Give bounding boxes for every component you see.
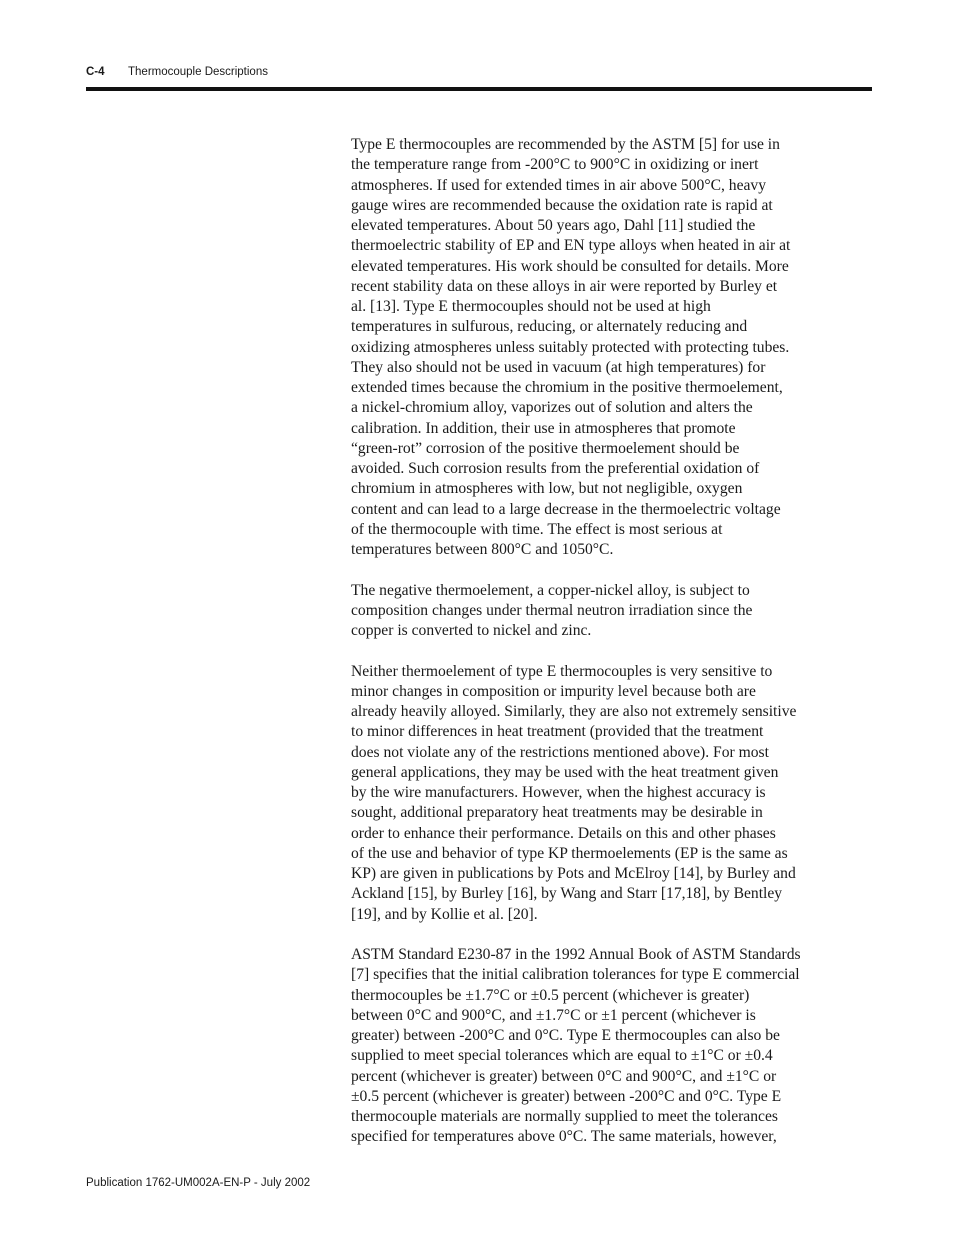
body-text [351,135,871,1168]
running-header [86,66,268,78]
header-rule [86,87,872,91]
paragraph-sensitivity: Neither thermoelement of type E thermocouples is very sensitive to minor changes in composition or impurity level because both are already heavily alloyed. Similarly, they are also not extremely sensitive to minor differences in heat treatment (provided that the treatment does not violate any of the restrictions mentioned above). For most general applications, they may be used with the heat treatment given by the wire manufacturers. However, when the highest accuracy is sought, additional preparatory heat treatments may be desirable in order to enhance their performance. Details on this and other phases of the use and behavior of type KP thermoelements (EP is the same as KP) are given in publications by Pots and McElroy [14], by Burley and Ackland [15], by Burley [16], by Wang and Starr [17,18], by Bentley [19], and by Kollie et al. [20]. [351,662,797,923]
paragraph-negative-thermoelement: The negative thermoelement, a copper-nickel alloy, is subject to composition changes under thermal neutron irradiation since the copper is converted to nickel and zinc. [351,581,753,639]
page-number: C-4 [86,66,105,78]
publication-footer: Publication 1762-UM002A-EN-P - July 2002 [86,1177,311,1189]
paragraph-type-e-usage: Type E thermocouples are recommended by the ASTM [5] for use in the temperature range from -200°C to 900°C in oxidizing or inert atmospheres. If used for extended times in air above 500°C, heavy gauge wires are recommended because the oxidation rate is rapid at elevated temperatures. About 50 years ago, Dahl [11] studied the thermoelectric stability of EP and EN type alloys when heated in air at elevated temperatures. His work should be consulted for details. More recent stability data on these alloys in air were reported by Burley et al. [13]. Type E thermocouples should not be used at high temperatures in sulfurous, reducing, or alternately reducing and oxidizing atmospheres unless suitably protected with protecting tubes. They also should not be used in vacuum (at high temperatures) for extended times because the chromium in the positive thermoelement, a nickel-chromium alloy, vaporizes out of solution and alters the calibration. In addition, their use in atmospheres that promote “green-rot” corrosion of the positive thermoelement should be avoided. Such corrosion results from the preferential oxidation of chromium in atmospheres with low, but not negligible, oxygen content and can lead to a large decrease in the thermoelectric voltage of the thermocouple with time. The effect is most serious at temperatures between 800°C and 1050°C. [351,136,791,558]
paragraph-astm-tolerances: ASTM Standard E230-87 in the 1992 Annual Book of ASTM Standards [7] specifies that the initial calibration tolerances for type E commercial thermocouples be ±1.7°C or ±0.5 percent (whichever is greater) between 0°C and 900°C, and ±1.7°C or ±1 percent (whichever is greater) between -200°C and 0°C. Type E thermocouples can also be supplied to meet special tolerances which are equal to ±1°C or ±0.4 percent (whichever is greater) between 0°C and 900°C, and ±1°C or ±0.5 percent (whichever is greater) between -200°C and 0°C. Type E thermocouple materials are normally supplied to meet the tolerances specified for temperatures above 0°C. The same materials, however, [351,946,801,1146]
section-title: Thermocouple Descriptions [128,66,268,78]
